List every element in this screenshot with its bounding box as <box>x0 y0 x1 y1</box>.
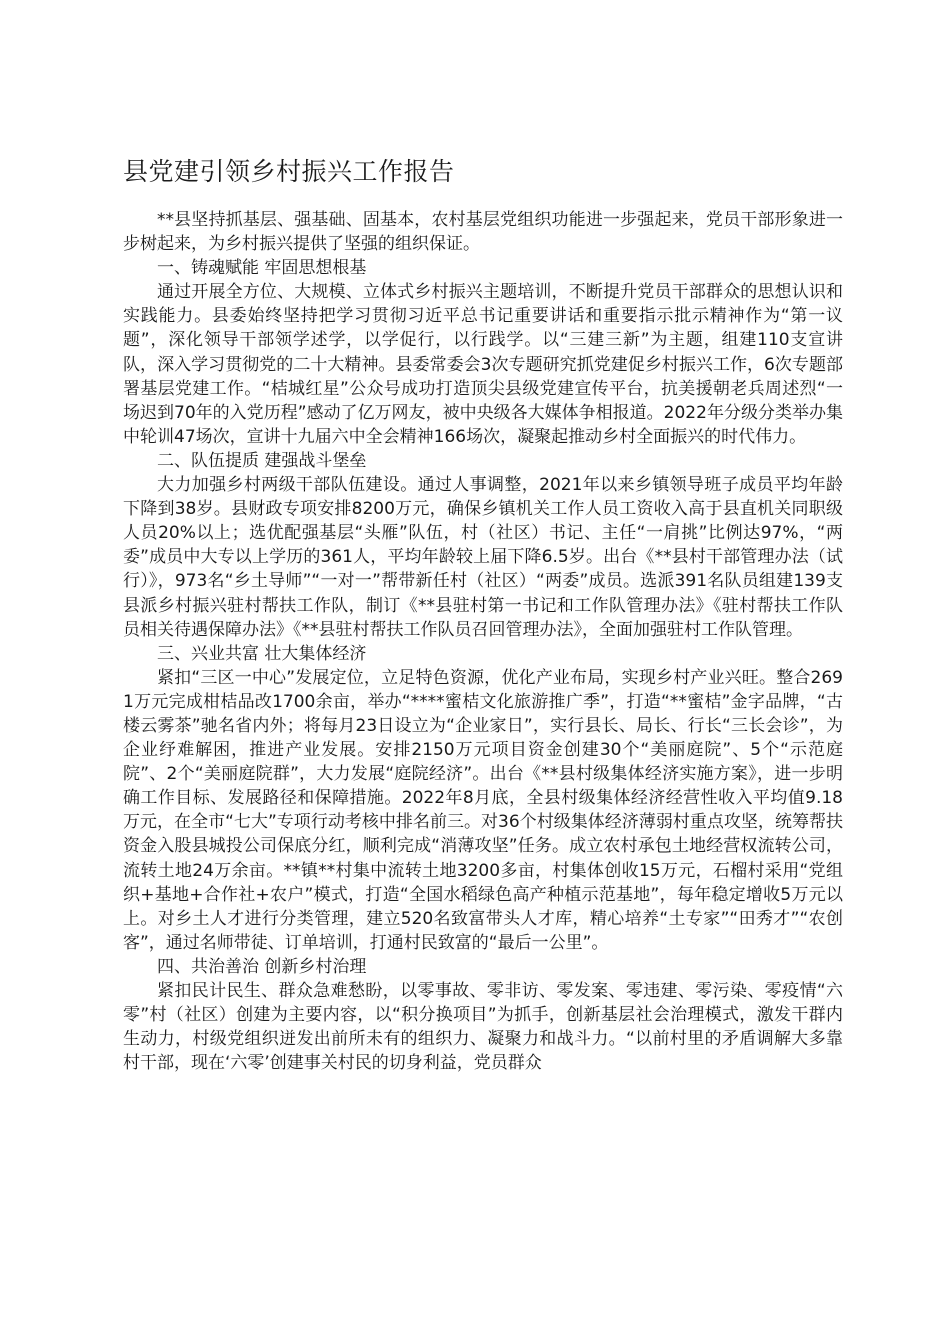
section-heading-4: 四、共治善治 创新乡村治理 <box>157 956 367 977</box>
section-heading-3: 三、兴业共富 壮大集体经济 <box>157 643 367 664</box>
section-body-1: 通过开展全方位、大规模、立体式乡村振兴主题培训，不断提升党员干部群众的思想认识和实践能力。县委始终坚持把学习贯彻习近平总书记重要讲话和重要指示批示精神作为“第一议题”，深化领导干部领学述学，以学促行，以行践学。以“三建三新”为主题，组建110支宣讲队，深入学习贯彻党的二十大精神。县委常委会3次专题研究抓党建促乡村振兴工作，6次专题部署基层党建工作。“桔城红星”公众号成功打造顶尖县级党建宣传平台，抗美援朝老兵周述烈“一场迟到70年的入党历程”感动了亿万网友，被中央级各大媒体争相报道。2022年分级分类举办集中轮训47场次，宣讲十九届六中全会精神166场次，凝聚起推动乡村全面振兴的时代伟力。 <box>123 282 843 447</box>
intro-paragraph: **县坚持抓基层、强基础、固基本，农村基层党组织功能进一步强起来，党员干部形象进一步树起来，为乡村振兴提供了坚强的组织保证。 <box>123 210 843 255</box>
section-heading-2: 二、队伍提质 建强战斗堡垒 <box>157 450 367 471</box>
section-heading-1: 一、铸魂赋能 牢固思想根基 <box>157 258 367 279</box>
section-body-4: 紧扣民计民生、群众急难愁盼，以零事故、零非访、零发案、零违建、零污染、零疫情“六零”村（社区）创建为主要内容，以“积分换项目”为抓手，创新基层社会治理模式，激发干群内生动力，村级党组织迸发出前所未有的组织力、凝聚力和战斗力。“以前村里的矛盾调解大多靠村干部，现在‘六零’创建事关村民的切身利益，党员群众 <box>123 981 843 1074</box>
document-page <box>123 150 843 1075</box>
section-body-3: 紧扣“三区一中心”发展定位，立足特色资源，优化产业布局，实现乡村产业兴旺。整合2691万元完成柑桔品改1700余亩，举办“****蜜桔文化旅游推广季”，打造“**蜜桔”金字品牌，“古楼云雾茶”驰名省内外；将每月23日设立为“企业家日”，实行县长、局长、行长“三长会诊”，为企业纾难解困，推进产业发展。安排2150万元项目资金创建30个“美丽庭院”、5个“示范庭院”、2个“美丽庭院群”，大力发展“庭院经济”。出台《**县村级集体经济实施方案》，进一步明确工作目标、发展路径和保障措施。2022年8月底，全县村级集体经济经营性收入平均值9.18万元，在全市“七大”专项行动考核中排名前三。对36个村级集体经济薄弱村重点攻坚，统筹帮扶资金入股县城投公司保底分红，顺利完成“消薄攻坚”任务。成立农村承包土地经营权流转公司，流转土地24万余亩。**镇**村集中流转土地3200多亩，村集体创收15万元，石榴村采用“党组织+基地+合作社+农户”模式，打造“全国水稻绿色高产种植示范基地”，每年稳定增收5万元以上。对乡土人才进行分类管理，建立520名致富带头人才库，精心培养“土专家”“田秀才”“农创客”，通过名师带徒、订单培训，打通村民致富的“最后一公里”。 <box>123 667 843 953</box>
document-title: 县党建引领乡村振兴工作报告 <box>123 157 455 186</box>
section-body-2: 大力加强乡村两级干部队伍建设。通过人事调整，2021年以来乡镇领导班子成员平均年龄下降到38岁。县财政专项安排8200万元，确保乡镇机关工作人员工资收入高于县直机关同职级人员20%以上；选优配强基层“头雁”队伍，村（社区）书记、主任“一肩挑”比例达97%，“两委”成员中大专以上学历的361人，平均年龄较上届下降6.5岁。出台《**县村干部管理办法（试行）》，973名“乡土导师”“一对一”帮带新任村（社区）“两委”成员。选派391名队员组建139支县派乡村振兴驻村帮扶工作队，制订《**县驻村第一书记和工作队管理办法》《驻村帮扶工作队员相关待遇保障办法》《**县驻村帮扶工作队员召回管理办法》，全面加强驻村工作队管理。 <box>123 475 843 640</box>
